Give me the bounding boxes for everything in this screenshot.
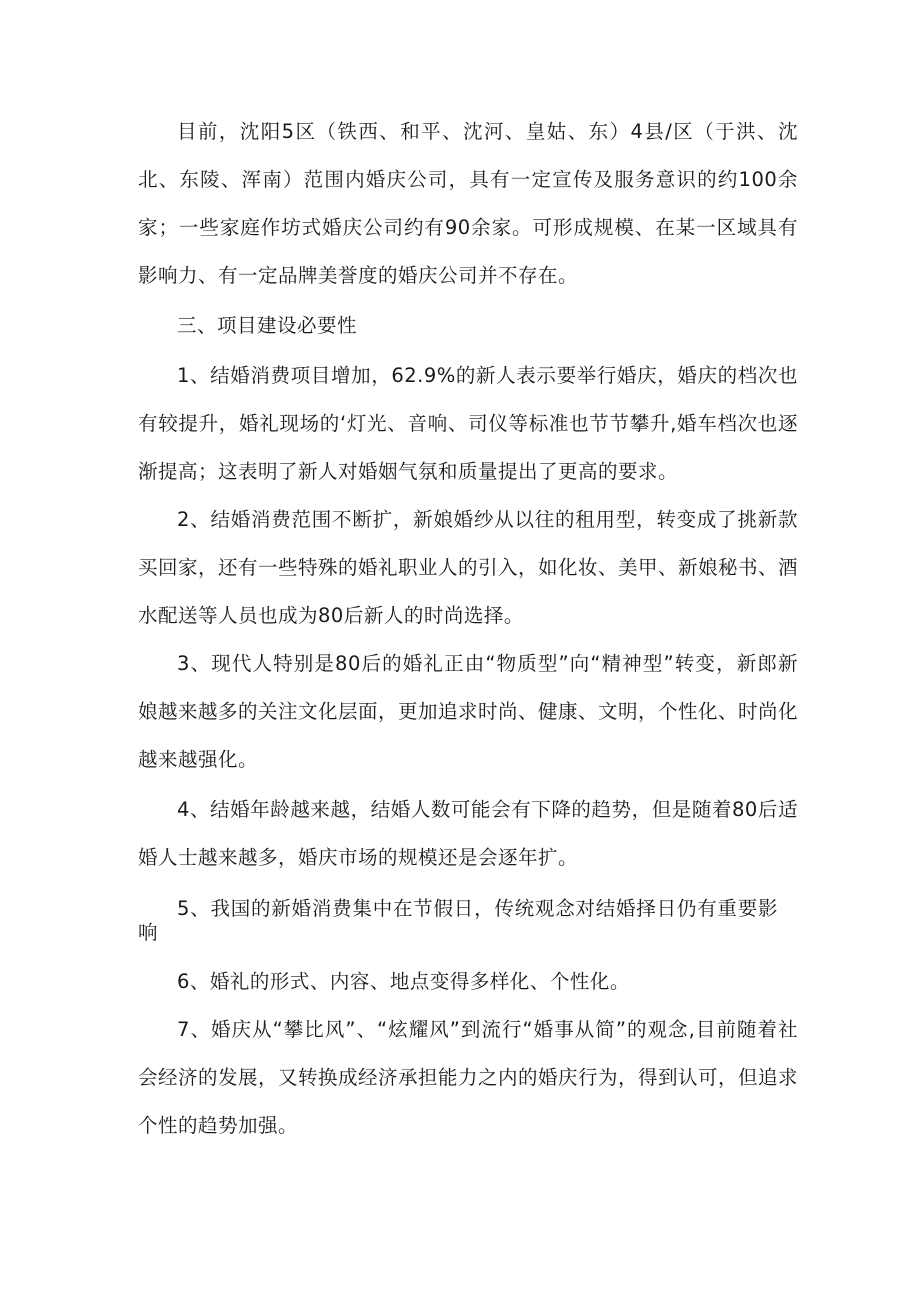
paragraph-shenyang-market: 目前，沈阳5区（铁西、和平、沈河、皇姑、东）4县/区（于洪、沈北、东陵、浑南）范围内婚庆公司，具有一定宣传及服务意识的约100余家；一些家庭作坊式婚庆公司约有90余家。可形成规模、在某一区域具有影响力、有一定品牌美誉度的婚庆公司并不存在。: [138, 120, 798, 287]
paragraph-item-6: 6、婚礼的形式、内容、地点变得多样化、个性化。: [177, 970, 630, 993]
section-heading-necessity: 三、项目建设必要性: [177, 314, 358, 337]
paragraph-item-2: 2、结婚消费范围不断扩，新娘婚纱从以往的租用型，转变成了挑新款买回家，还有一些特殊的婚礼职业人的引入，如化妆、美甲、新娘秘书、酒水配送等人员也成为80后新人的时尚选择。: [138, 508, 799, 627]
paragraph-item-7: 7、婚庆从“攀比风”、“炫耀风”到流行“婚事从简”的观念,目前随着社会经济的发展，又转换成经济承担能力之内的婚庆行为，得到认可，但追求个性的趋势加强。: [138, 1018, 799, 1137]
paragraph-item-4: 4、结婚年龄越来越，结婚人数可能会有下降的趋势，但是随着80后适婚人士越来越多，婚庆市场的规模还是会逐年扩。: [138, 798, 798, 869]
paragraph-item-5: 5、我国的新婚消费集中在节假日，传统观念对结婚择日仍有重要影响: [138, 897, 778, 944]
paragraph-item-1: 1、结婚消费项目增加，62.9%的新人表示要举行婚庆，婚庆的档次也有较提升，婚礼现场的‘灯光、音响、司仪等标准也节节攀升,婚车档次也逐渐提高；这表明了新人对婚姻气氛和质量提出了更高的要求。: [138, 364, 798, 483]
paragraph-item-3: 3、现代人特别是80后的婚礼正由“物质型”向“精神型”转变，新郎新娘越来越多的关注文化层面，更加追求时尚、健康、文明，个性化、时尚化越来越强化。: [138, 652, 799, 771]
